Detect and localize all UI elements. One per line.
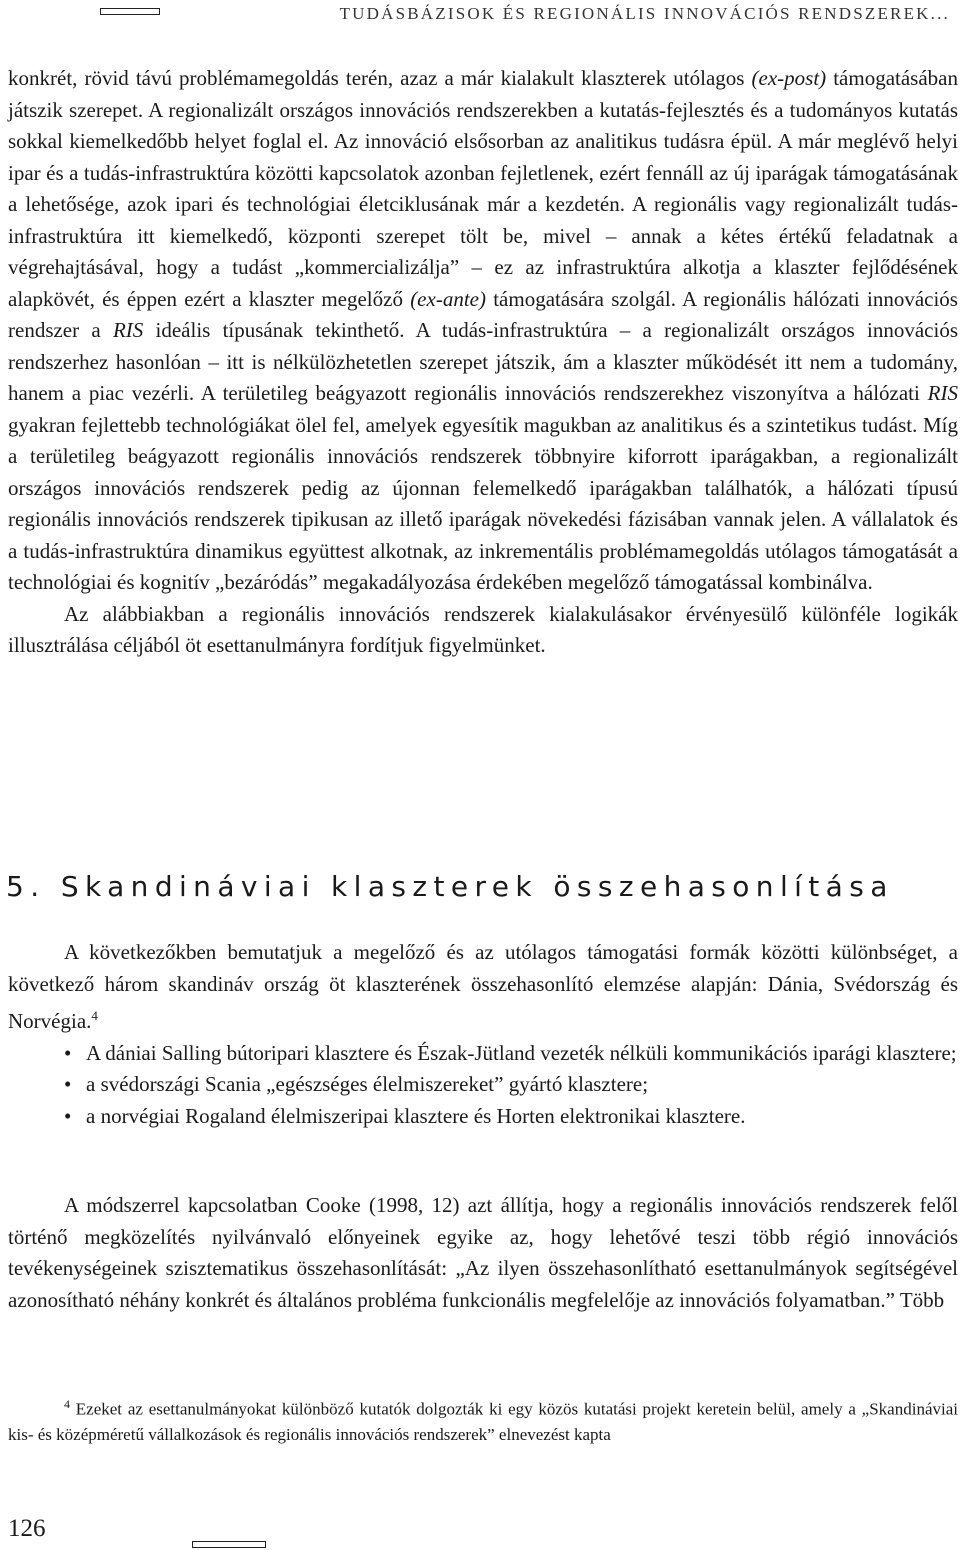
- footnote-number: 4: [64, 1397, 70, 1411]
- body-block-3: [8, 1190, 958, 1316]
- bullet-marker: •: [64, 1103, 72, 1128]
- p1-text-e: támogatására szolgál. A regionális hálózati innovációs rendszer a: [8, 286, 958, 342]
- p1-text-g: ideális típusának tekinthető. A tudás-infrastruktúra – a regionalizált országos innovációs rendszerhez hasonlóan – itt is nélkülözhetetlen szerepet játszik, ám a klaszter működését itt nem a tudomány, hanem a piac vezérli. A területileg beágyazott regionális innovációs rendszerekhez viszonyítva a hálózati: [8, 318, 958, 405]
- list-item: [8, 1069, 958, 1101]
- bullet-marker: •: [64, 1040, 72, 1065]
- p3-text: A következőkben bemutatjuk a megelőző és az utólagos támogatási formák közötti különbséget, a következő három skandináv ország öt klaszterének összehasonlító elemzése alapján: Dánia, Svédország és Norvégia.: [8, 940, 958, 1033]
- footnote-text: Ezeket az esettanulmányokat különböző kutatók dolgozták ki egy közös kutatási projekt keretein belül, amely a „Skandináviai kis- és középméretű vállalkozások és regionális innovációs rendszerek” elnevezést kapta: [8, 1399, 958, 1444]
- page-number: 126: [8, 1515, 46, 1542]
- p1-ris-1: RIS: [112, 318, 144, 342]
- list-item: [8, 1038, 958, 1070]
- p1-text-c: támogatásában játszik szerepet. A regionalizált országos innovációs rendszerekben a kutatás-fejlesztés és a tudományos kutatás sokkal kiemelkedőbb helyet foglal el. Az innováció elsősorban az analitikus tudásra épül. A már meglévő helyi ipar és a tudás-infrastruktúra közötti kapcsolatok azonban fejletlenek, ezért fennáll az új iparágak támogatásának a lehetősége, azok ipari és technológiai életciklusának már a kezdetén. A regionális vagy regionalizált tudás-infrastruktúra itt kiemelkedő, központi szerepet tölt be, mivel – annak a kétes értékű feladatnak a végrehajtásával, hogy a tudást „kommercializálja” – ez az infrastruktúra alkotja a klaszter fejlődésének alapkövét, és éppen ezért a klaszter megelőző: [8, 66, 958, 311]
- p1-text-a: konkrét, rövid távú problémamegoldás terén, azaz a már kialakult klaszterek utólagos: [8, 66, 752, 90]
- footer-rule: [192, 1541, 266, 1548]
- p1-text-i: gyakran fejlettebb technológiákat ölel fel, amelyek egyesítik magukban az analitikus és a szintetikus tudást. Míg a területileg beágyazott regionális innovációs rendszerek többnyire kiforrott iparágakban, a regionalizált országos innovációs rendszerek pedig az újonnan felemelkedő iparágakban találhatók, a hálózati típusú regionális innovációs rendszerek tipikusan az illető iparágak növekedési fázisában vannak jelen. A vállalatok és a tudás-infrastruktúra dinamikus együttest alkotnak, az inkrementális problémamegoldás utólagos támogatását a technológiai és kognitív „bezáródás” megakadályozása érdekében megelőző támogatással kombinálva.: [8, 412, 958, 594]
- header-rule-left: [100, 8, 160, 15]
- body-block-1: [8, 63, 958, 662]
- section-heading: 5. Skandináviai klaszterek összehasonlítása: [6, 870, 894, 903]
- p1-ex-post: (ex-post): [751, 66, 827, 90]
- list-item-text: a norvégiai Rogaland élelmiszeripai klasztere és Horten elektronikai klasztere.: [86, 1103, 746, 1128]
- list-item-text: A dániai Salling bútoripari klasztere és Észak-Jütland vezeték nélküli kommunikációs iparági klasztere;: [86, 1040, 957, 1065]
- paragraph-3: [8, 937, 958, 1038]
- body-block-2: [8, 937, 958, 1132]
- paragraph-2: Az alábbiakban a regionális innovációs rendszerek kialakulásakor érvényesülő különféle logikák illusztrálása céljából öt esettanulmányra fordítjuk figyelmünket.: [8, 601, 958, 657]
- list-item-text: a svédországi Scania „egészséges élelmiszereket” gyártó klasztere;: [86, 1072, 649, 1096]
- p1-ex-ante: (ex-ante): [410, 286, 486, 311]
- footnote-divider: [8, 1388, 208, 1389]
- running-title: TUDÁSBÁZISOK ÉS REGIONÁLIS INNOVÁCIÓS RENDSZEREK...: [339, 4, 950, 23]
- footnote-reference[interactable]: 4: [91, 1008, 98, 1023]
- p1-ris-2: RIS: [927, 381, 958, 405]
- paragraph-4: A módszerrel kapcsolatban Cooke (1998, 12) azt állítja, hogy a regionális innovációs rendszerek felől történő megközelítés nyilvánvaló előnyeinek egyike az, hogy lehetővé teszi több régió innovációs tevékenységeinek szisztematikus összehasonlítását: „Az ilyen összehasonlítható esettanulmányok segítségével azonosítható néhány konkrét és általános probléma funkcionális megfelelője az innovációs folyamatban.” Több: [8, 1193, 958, 1312]
- paragraph-1: [8, 63, 958, 599]
- cluster-list: [8, 1038, 958, 1133]
- list-item: [8, 1101, 958, 1133]
- footnote: [8, 1392, 958, 1447]
- bullet-marker: •: [64, 1072, 72, 1096]
